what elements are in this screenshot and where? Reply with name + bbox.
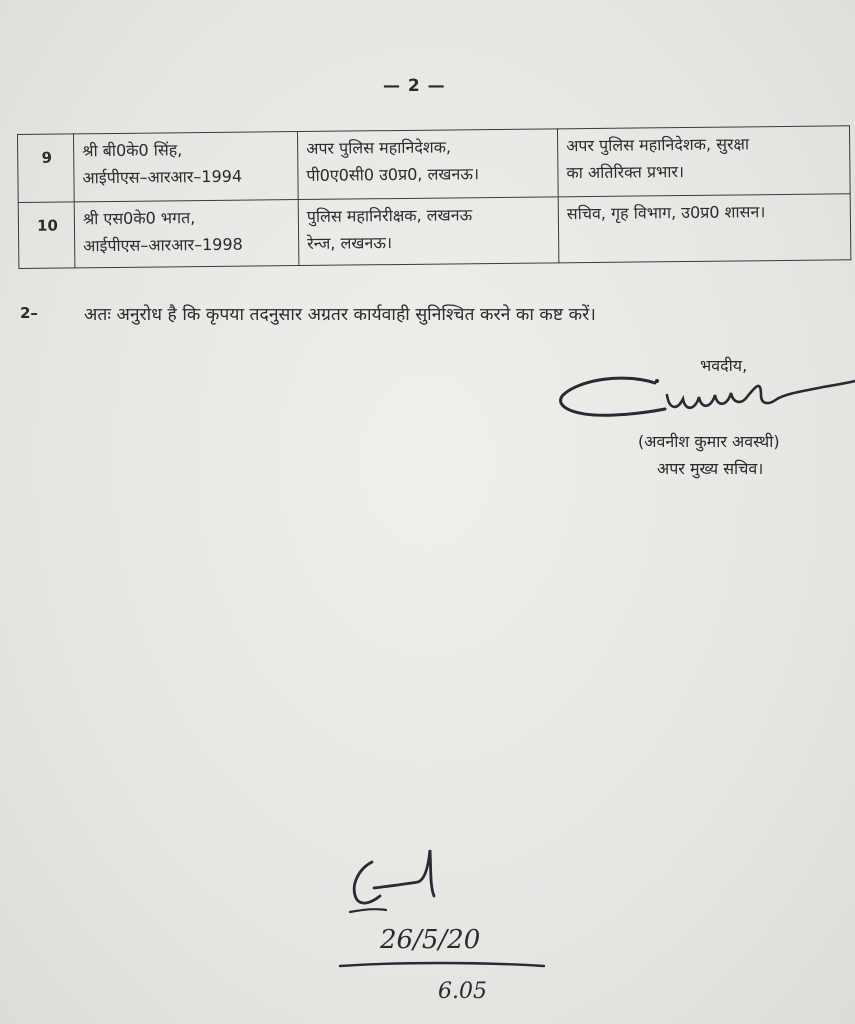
officer-name: श्री बी0के0 सिंह,: [82, 140, 183, 161]
current-post-cell: [298, 197, 559, 266]
new-post-line: का अतिरिक्त प्रभार।: [566, 162, 685, 183]
current-post-cell: [297, 129, 558, 200]
paragraph-number: 2–: [20, 304, 38, 322]
closing-salutation: भवदीय,: [700, 356, 748, 375]
current-post-line: अपर पुलिस महानिदेशक,: [306, 137, 452, 158]
officer-name-cell: [74, 200, 299, 268]
current-post-line: पी0ए0सी0 उ0प्र0, लखनऊ।: [306, 164, 480, 185]
officer-batch: आईपीएस–आरआर–1994: [82, 166, 243, 188]
new-post-cell: [558, 194, 851, 263]
officer-batch: आईपीएस–आरआर–1998: [83, 234, 243, 256]
handwritten-ref: 6.05: [438, 979, 487, 1004]
paragraph-text: अतः अनुरोध है कि कृपया तदनुसार अग्रतर कार्यवाही सुनिश्चित करने का कष्ट करें।: [84, 305, 596, 325]
current-post-line: पुलिस महानिरीक्षक, लखनऊ: [306, 205, 473, 226]
page-number: — 2 —: [383, 76, 446, 96]
signatory-title: अपर मुख्य सचिव।: [657, 459, 764, 478]
table-row: [18, 126, 851, 203]
table-row: [18, 194, 851, 269]
new-post-line: सचिव, गृह विभाग, उ0प्र0 शासन।: [566, 202, 766, 224]
new-post-line: अपर पुलिस महानिदेशक, सुरक्षा: [566, 134, 750, 156]
posting-table: [17, 125, 851, 269]
serial-number: 10: [18, 202, 75, 269]
officer-name-cell: [74, 132, 299, 202]
new-post-cell: [557, 126, 850, 197]
handwritten-note-icon: [330, 840, 560, 1010]
serial-number: 9: [18, 134, 75, 203]
signatory-name: (अवनीश कुमार अवस्थी): [638, 432, 780, 451]
officer-name: श्री एस0के0 भगत,: [82, 208, 196, 229]
current-post-line: रेन्ज, लखनऊ।: [307, 233, 393, 253]
handwritten-date: 26/5/20: [380, 925, 481, 955]
signature-icon: [555, 365, 855, 435]
